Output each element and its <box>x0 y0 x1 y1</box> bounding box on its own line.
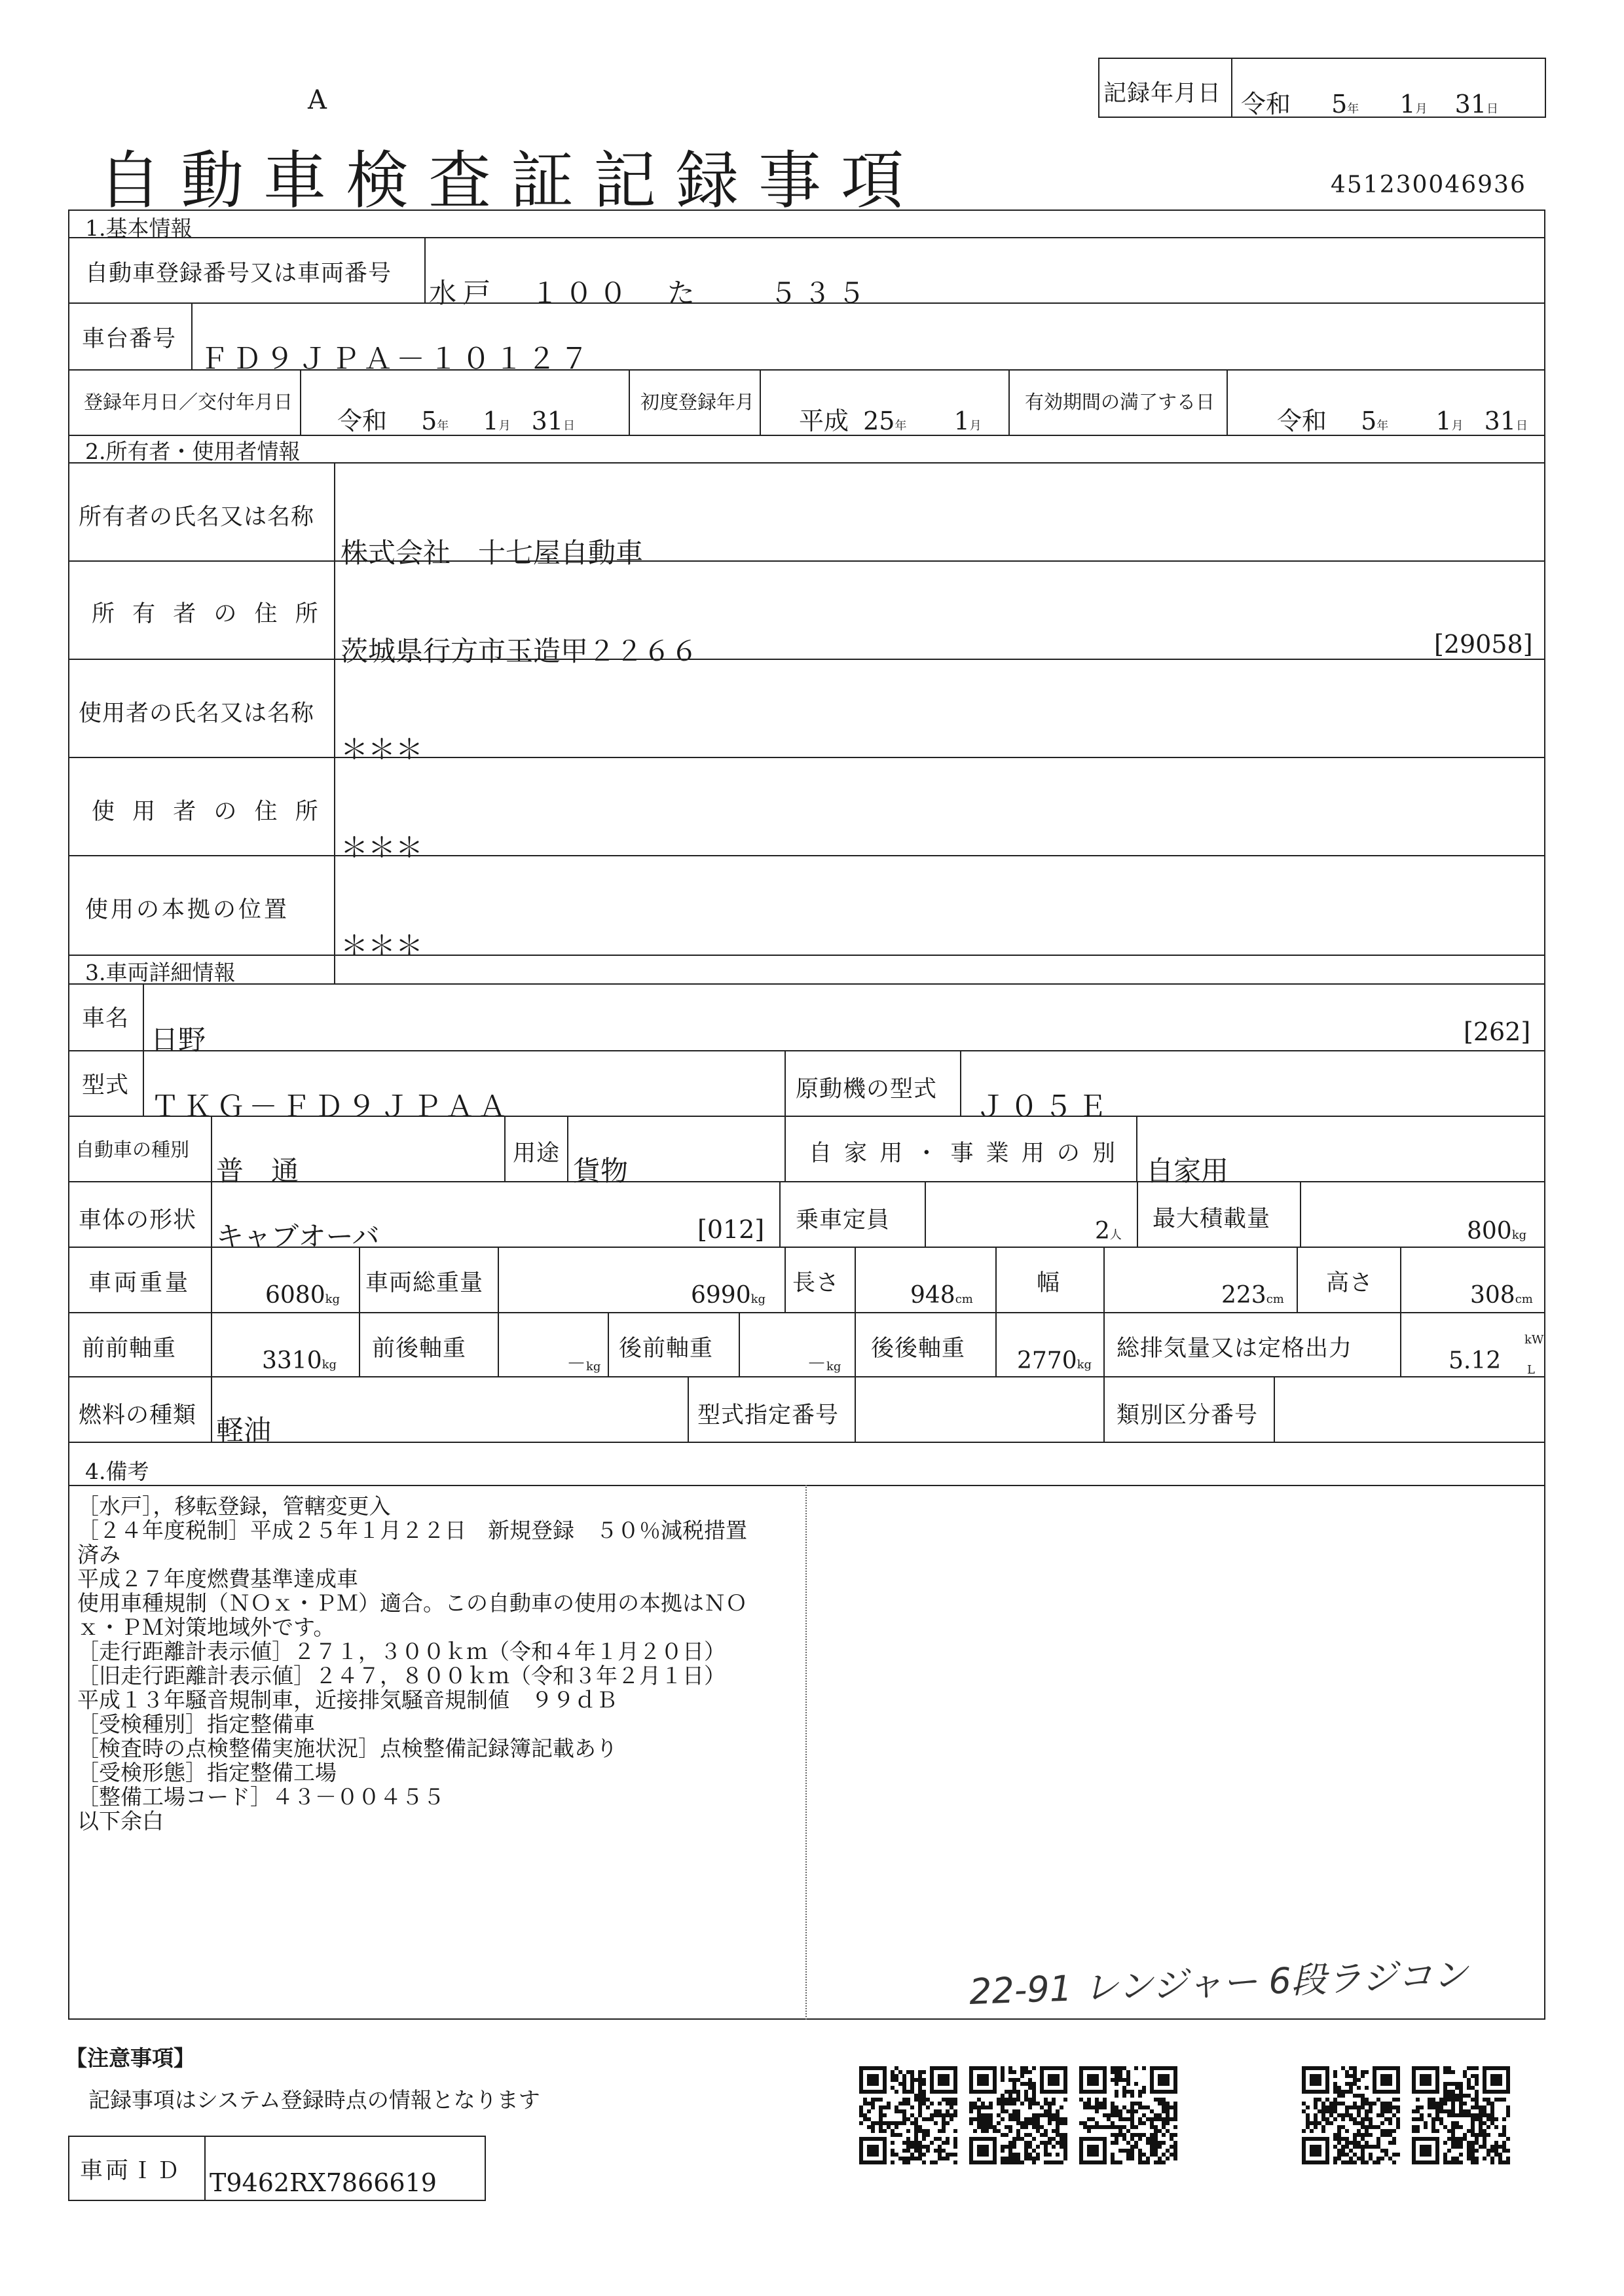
fuel-type-value: 軽油 <box>216 1414 272 1446</box>
owner-name-label: 所有者の氏名又は名称 <box>79 504 315 530</box>
user-name-label: 使用者の氏名又は名称 <box>79 701 315 727</box>
body-shape-value: キャブオーバ <box>216 1220 380 1252</box>
remarks-line: 以下余白 <box>77 1808 164 1834</box>
passenger-capacity-label: 乗車定員 <box>796 1207 891 1233</box>
remarks-line: 使用車種規制（ＮＯｘ・ＰＭ）適合。この自動車の使用の本拠はＮＯ <box>77 1590 747 1616</box>
registration-date-value: 令和 5年 1月 31日 <box>337 407 576 435</box>
user-address-value: ＊＊＊ <box>341 831 424 864</box>
front-rear-axle-label: 前後軸重 <box>372 1336 467 1362</box>
qr-code-4 <box>1302 2066 1400 2164</box>
displacement-value: 5.12 <box>1449 1347 1502 1374</box>
remarks-line: ［受検形態］指定整備工場 <box>77 1760 337 1785</box>
expiry-date-value: 令和 5年 1月 31日 <box>1277 407 1528 435</box>
owner-address-value: 茨城県行方市玉造甲２２６６ <box>341 635 699 667</box>
owner-address-code: [29058] <box>1434 630 1533 659</box>
qr-code-5 <box>1412 2066 1510 2164</box>
section-remarks: 4.備考 <box>85 1459 149 1484</box>
remarks-line: 平成１３年騒音規制車，近接排気騒音規制値 ９９ｄＢ <box>77 1687 618 1713</box>
rear-front-axle-label: 後前軸重 <box>619 1336 714 1362</box>
remarks-line: ［２４年度税制］平成２５年１月２２日 新規登録 ５０％減税措置 <box>77 1518 747 1543</box>
qr-code-1 <box>859 2066 957 2164</box>
rear-rear-axle-label: 後後軸重 <box>871 1336 966 1362</box>
designation-number-label: 型式指定番号 <box>697 1402 840 1429</box>
user-name-value: ＊＊＊ <box>341 733 424 765</box>
car-name-value: 日野 <box>151 1024 206 1056</box>
passenger-capacity-value: 2人 <box>1095 1218 1122 1245</box>
model-value: ＴＫＧ－ＦＤ９ＪＰＡＡ <box>151 1090 511 1123</box>
car-name-code: [262] <box>1464 1017 1531 1046</box>
registration-number-value: 水戸 １００ た ５３５ <box>429 277 872 309</box>
body-shape-label: 車体の形状 <box>79 1207 197 1233</box>
record-date-label: 記録年月日 <box>1103 81 1222 107</box>
section-owner-info: 2.所有者・使用者情報 <box>85 439 301 464</box>
length-value: 948cm <box>910 1282 973 1309</box>
rear-rear-axle-value: 2770kg <box>1017 1347 1092 1374</box>
use-label: 用途 <box>513 1140 561 1167</box>
first-registration-value: 平成 25年 1月 <box>799 407 982 435</box>
corner-letter: A <box>308 85 327 115</box>
vehicle-type-value: 普 通 <box>216 1155 299 1187</box>
chassis-number-value: ＦＤ９ＪＰＡ－１０１２７ <box>200 342 593 376</box>
width-label: 幅 <box>1037 1270 1061 1296</box>
registration-date-label: 登録年月日／交付年月日 <box>84 391 293 413</box>
base-location-value: ＊＊＊ <box>341 930 424 962</box>
vehicle-weight-label: 車両重量 <box>88 1270 191 1296</box>
fuel-type-label: 燃料の種類 <box>79 1402 197 1429</box>
owner-address-label: 所 有 者 の 住 所 <box>92 601 323 627</box>
vehicle-weight-value: 6080kg <box>265 1282 341 1309</box>
car-name-label: 車名 <box>82 1006 130 1032</box>
registration-number-label: 自動車登録番号又は車両番号 <box>85 261 392 287</box>
width-value: 223cm <box>1221 1282 1284 1309</box>
model-label: 型式 <box>82 1072 130 1099</box>
qr-code-2 <box>969 2066 1067 2164</box>
front-rear-axle-value: －kg <box>566 1353 601 1376</box>
remarks-line: ［走行距離計表示値］２７１，３００ｋｍ（令和４年１月２０日） <box>77 1639 726 1664</box>
length-label: 長さ <box>792 1270 840 1296</box>
engine-model-value: Ｊ０５Ｅ <box>976 1090 1112 1123</box>
rear-front-axle-value: －kg <box>807 1353 841 1376</box>
notes-text: 記録事項はシステム登録時点の情報となります <box>88 2087 540 2113</box>
remarks-list <box>77 1494 804 1833</box>
remarks-line: 平成２７年度燃費基準達成車 <box>77 1566 358 1592</box>
body-shape-code: [012] <box>697 1215 765 1244</box>
record-date-value: 令和 5年 1月 31日 <box>1241 90 1499 118</box>
vehicle-type-label: 自動車の種別 <box>75 1139 190 1161</box>
private-business-value: 自家用 <box>1146 1155 1229 1187</box>
remarks-line: 済み <box>77 1542 120 1567</box>
base-location-label: 使用の本拠の位置 <box>85 897 290 923</box>
engine-model-label: 原動機の型式 <box>796 1076 938 1102</box>
notes-heading: 【注意事項】 <box>65 2045 195 2071</box>
expiry-date-label: 有効期間の満了する日 <box>1025 391 1215 413</box>
max-load-label: 最大積載量 <box>1153 1206 1271 1232</box>
use-value: 貨物 <box>573 1155 629 1187</box>
max-load-value: 800kg <box>1467 1218 1527 1245</box>
vehicle-id-label: 車両ＩＤ <box>80 2158 183 2184</box>
document-title: 自動車検査証記録事項 <box>98 144 923 217</box>
private-business-label: 自 家 用 ・ 事 業 用 の 別 <box>809 1140 1118 1167</box>
first-registration-label: 初度登録年月 <box>640 391 755 413</box>
height-label: 高さ <box>1326 1270 1374 1296</box>
front-front-axle-value: 3310kg <box>262 1347 337 1374</box>
height-value: 308cm <box>1470 1282 1533 1309</box>
class-number-label: 類別区分番号 <box>1116 1402 1259 1429</box>
remarks-line: ［整備工場コード］４３－００４５５ <box>77 1784 445 1810</box>
section-vehicle-details: 3.車両詳細情報 <box>85 960 236 985</box>
front-front-axle-label: 前前軸重 <box>82 1336 177 1362</box>
remarks-line: ［旧走行距離計表示値］２４７，８００ｋｍ（令和３年２月１日） <box>77 1663 726 1688</box>
chassis-number-label: 車台番号 <box>82 326 177 352</box>
user-address-label: 使 用 者 の 住 所 <box>92 799 323 825</box>
displacement-unit-l: L <box>1527 1363 1535 1377</box>
remarks-line: ｘ・ＰＭ対策地域外です。 <box>77 1614 335 1640</box>
gross-weight-label: 車両総重量 <box>365 1270 484 1296</box>
owner-name-value: 株式会社 十七屋自動車 <box>341 537 644 569</box>
displacement-label: 総排気量又は定格出力 <box>1116 1336 1353 1362</box>
gross-weight-value: 6990kg <box>691 1282 766 1309</box>
displacement-unit-kw: kW <box>1524 1333 1544 1347</box>
vehicle-id-value: T9462RX7866619 <box>210 2168 437 2197</box>
qr-code-3 <box>1079 2066 1177 2164</box>
remarks-line: ［水戸］，移転登録，管轄変更入 <box>77 1493 391 1519</box>
remarks-line: ［検査時の点検整備実施状況］点検整備記録簿記載あり <box>77 1736 618 1761</box>
remarks-line: ［受検種別］指定整備車 <box>77 1711 315 1737</box>
handwritten-note: 22-91 レンジャー 6段ラジコン <box>969 1954 1469 2013</box>
document-number: 451230046936 <box>1331 172 1526 198</box>
section-basic-info: 1.基本情報 <box>85 215 193 241</box>
